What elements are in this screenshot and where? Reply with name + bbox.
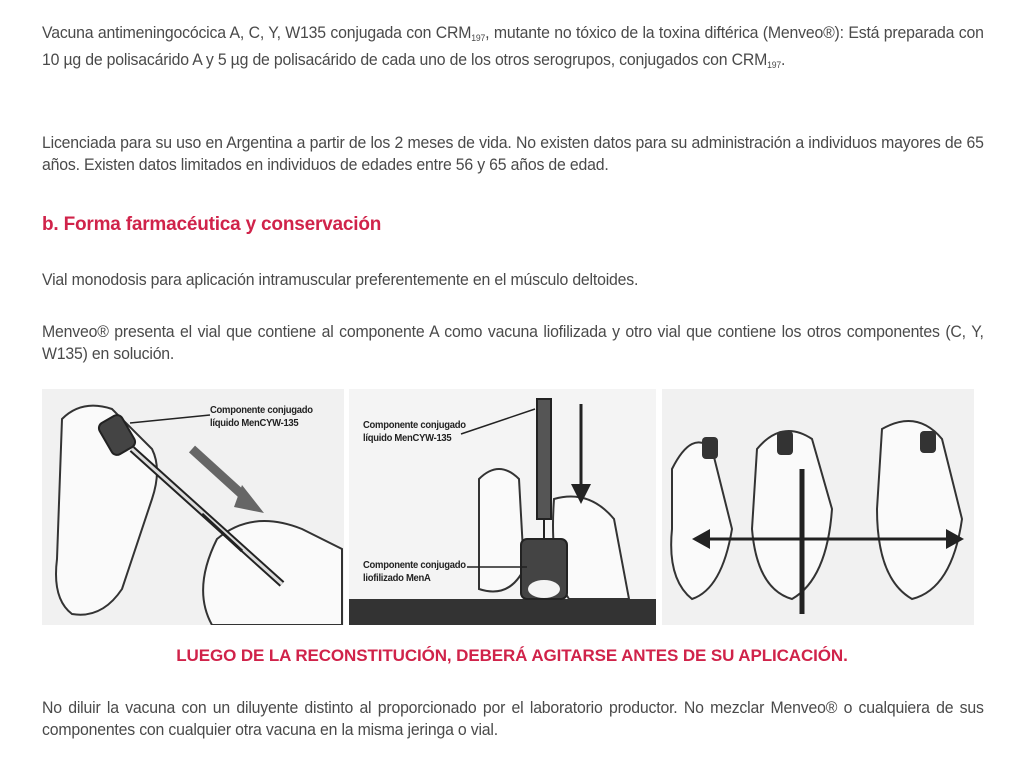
figure1-label: Componente conjugado líquido MenCYW-135	[210, 404, 313, 429]
paragraph1-text-b: , mutante no tóxico de la toxina diftérica (Menveo®): Está preparada con 10 µg de polisacárido A y 5 µg de polisacárido de cada uno de los otros serogrupos, conjugados con CRM	[42, 24, 984, 69]
reconstitution-figures	[42, 389, 974, 625]
paragraph-dilution-warning: No diluir la vacuna con un diluyente distinto al proporcionado por el laboratorio productor. No mezclar Menveo® o cualquiera de sus componentes con cualquier otra vacuna en la misma jeringa o vial.	[42, 699, 984, 739]
figure2-label-top: Componente conjugado líquido MenCYW-135	[363, 419, 466, 444]
crm-subscript-1: 197	[471, 33, 486, 43]
crm-subscript-2: 197	[767, 60, 781, 70]
paragraph-vial: Vial monodosis para aplicación intramuscular preferentemente en el músculo deltoides.	[42, 271, 639, 289]
section-heading: b. Forma farmacéutica y conservación	[42, 214, 382, 235]
paragraph-licensing: Licenciada para su uso en Argentina a partir de los 2 meses de vida. No existen datos para su administración a individuos mayores de 65 años. Existen datos limitados en individuos de edades entre 56 y 65 años de edad.	[42, 134, 984, 174]
paragraph1-text-a: Vacuna antimeningocócica A, C, Y, W135 conjugada con CRM	[42, 24, 472, 42]
figure-step-1-illustration	[42, 389, 344, 625]
figure-step-2-illustration	[349, 389, 656, 625]
paragraph-components: Menveo® presenta el vial que contiene al componente A como vacuna liofilizada y otro vial que contiene los otros componentes (C, Y, W135) en solución.	[42, 323, 984, 363]
figure2-label-bottom: Componente conjugado liofilizado MenA	[363, 559, 466, 584]
paragraph-vaccine-description	[42, 22, 984, 76]
paragraph1-text-c: .	[780, 51, 786, 69]
figure-step-3-illustration	[662, 389, 974, 625]
step-3-drawing	[662, 389, 974, 625]
reconstitution-warning: LUEGO DE LA RECONSTITUCIÓN, DEBERÁ AGITARSE ANTES DE SU APLICACIÓN.	[176, 646, 848, 665]
